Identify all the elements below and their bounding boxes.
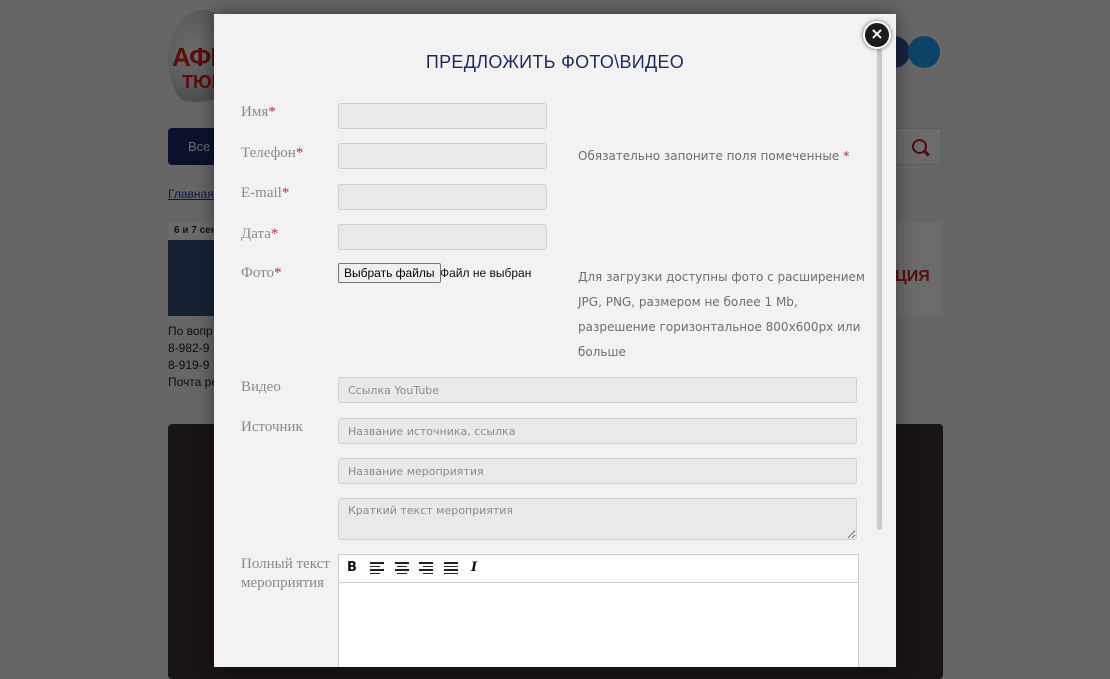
bold-button[interactable]: B <box>347 560 357 575</box>
full-text-label-line: Полный текст <box>241 556 330 572</box>
rich-text-editor[interactable] <box>338 554 859 667</box>
event-name-input[interactable] <box>338 458 857 484</box>
align-center-icon[interactable] <box>395 561 409 575</box>
video-link-input[interactable] <box>338 377 857 403</box>
align-right-icon[interactable] <box>419 561 433 575</box>
name-label: Имя* <box>241 104 276 120</box>
editor-content-area[interactable] <box>339 583 858 667</box>
full-text-label <box>241 555 330 593</box>
full-text-label-line: мероприятия <box>241 575 325 591</box>
choose-files-button[interactable]: Выбрать файлы <box>338 263 441 283</box>
editor-toolbar <box>339 555 858 583</box>
name-input[interactable] <box>338 103 547 129</box>
source-label: Источник <box>241 419 303 435</box>
modal-title: ПРЕДЛОЖИТЬ ФОТО\ВИДЕО <box>425 52 685 72</box>
phone-input[interactable] <box>338 143 547 169</box>
suggest-media-modal <box>214 14 896 667</box>
photo-hint-line: JPG, PNG, размером не более 1 Mb, <box>578 295 798 309</box>
photo-hint <box>578 265 865 365</box>
align-justify-icon[interactable] <box>444 561 458 575</box>
modal-scrollbar[interactable] <box>877 30 882 530</box>
date-input[interactable] <box>338 224 547 250</box>
video-label: Видео <box>241 379 281 395</box>
italic-button[interactable]: I <box>471 560 478 575</box>
source-input[interactable] <box>338 418 857 444</box>
photo-hint-line: разрешение горизонтальное 800x600px или <box>578 320 861 334</box>
photo-hint-line: больше <box>578 345 626 359</box>
file-status: Файл не выбран <box>440 266 532 280</box>
short-text-textarea[interactable] <box>338 498 857 540</box>
align-left-icon[interactable] <box>370 561 384 575</box>
email-label: E-mail* <box>241 185 290 201</box>
email-input[interactable] <box>338 184 547 210</box>
phone-label: Телефон* <box>241 145 304 161</box>
required-hint: Обязательно запоните поля помеченные * <box>578 149 850 163</box>
photo-label: Фото* <box>241 265 282 281</box>
close-button[interactable]: × <box>863 21 891 49</box>
date-label: Дата* <box>241 226 279 242</box>
photo-hint-line: Для загрузки доступны фото с расширением <box>578 270 865 284</box>
